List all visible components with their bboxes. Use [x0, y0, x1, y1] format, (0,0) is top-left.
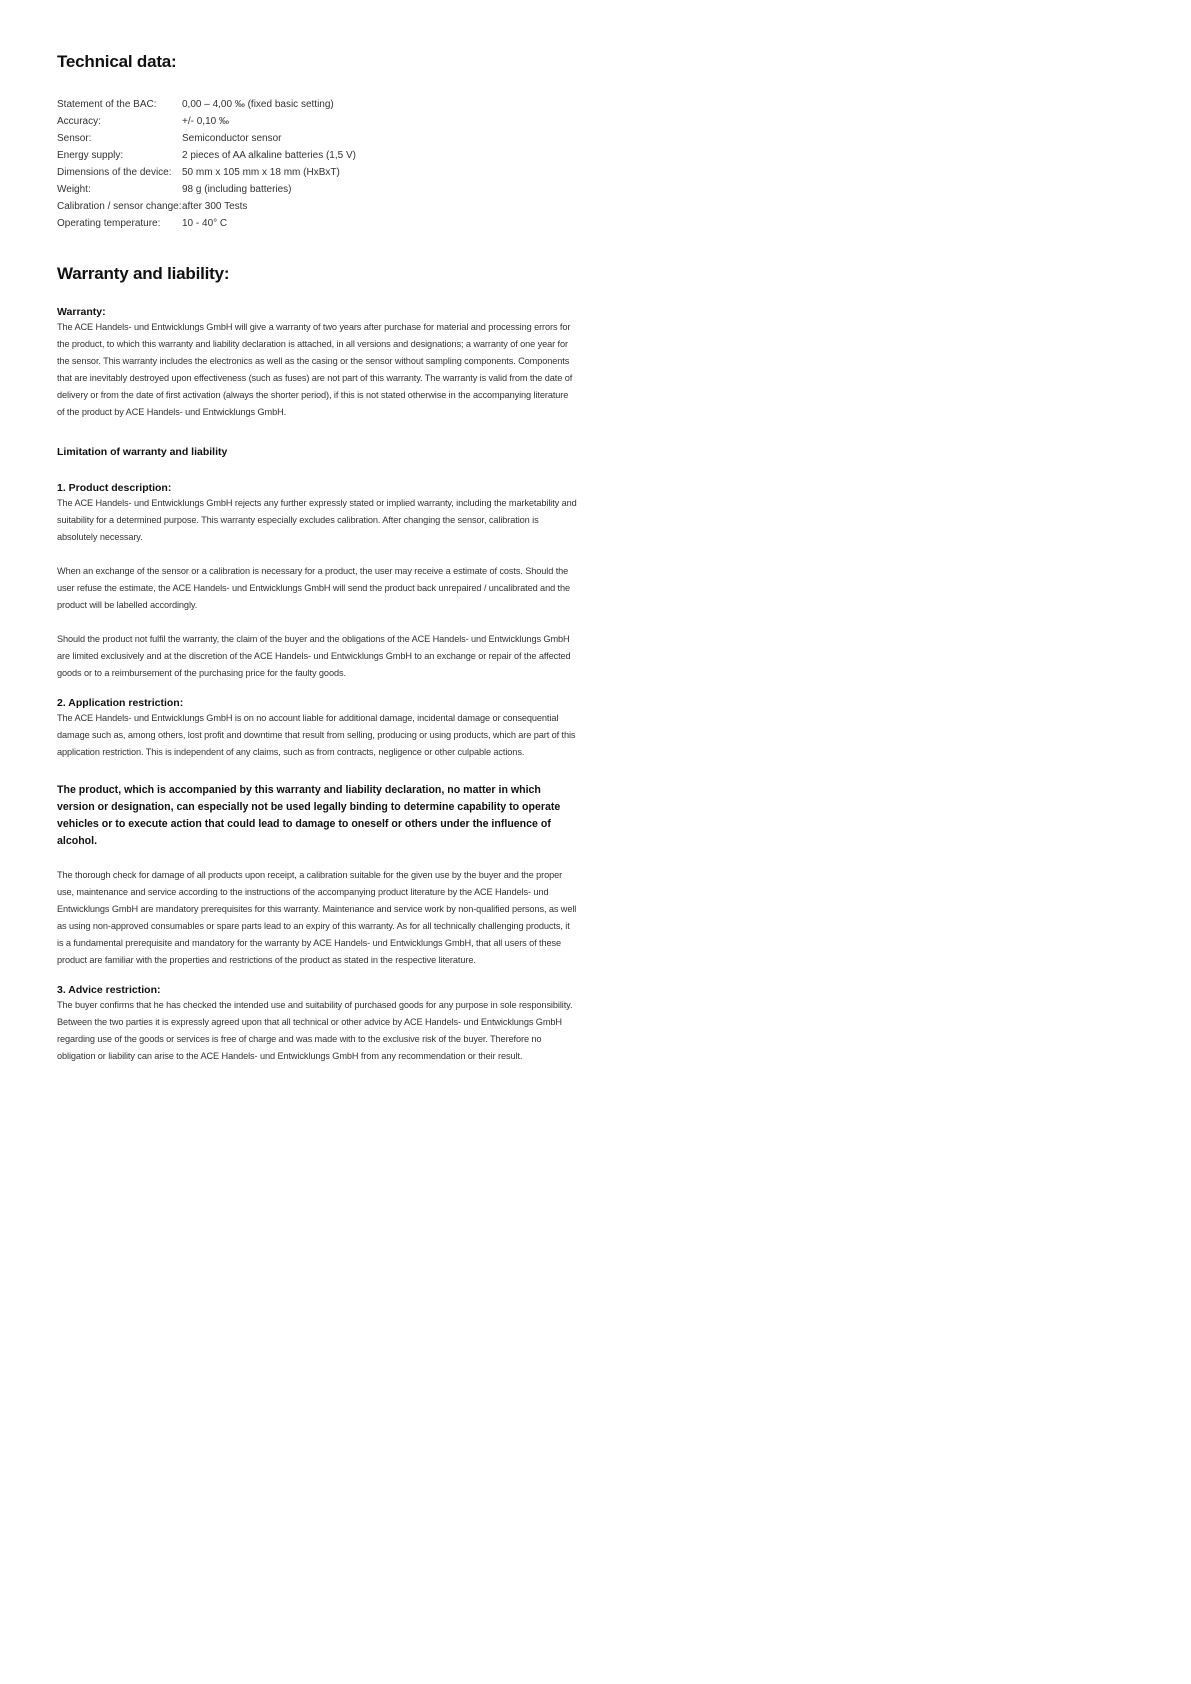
- spec-label: Energy supply:: [57, 150, 124, 161]
- document-page: [57, 52, 577, 1065]
- product-description-paragraph-2: When an exchange of the sensor or a calibration is necessary for a product, the user may receive a estimate of costs. Should the user refuse the estimate, the ACE Handels- und Entwicklungs GmbH will send the product back unrepaired / uncalibrated and the product will be labelled accordingly.: [57, 566, 571, 610]
- warranty-paragraph: The ACE Handels- und Entwicklungs GmbH will give a warranty of two years after purchase for material and processing errors for the product, to which this warranty and liability declaration is attached, in all versions and designations; a warranty of one year for the sensor. This warranty includes the electronics as well as the casing or the sensor without sampling components. Components that are inevitably destroyed upon effectiveness (such as fuses) are not part of this warranty. The warranty is valid from the date of delivery or from the date of first activation (always the shorter period), if this is not stated otherwise in the accompanying literature of the product by ACE Handels- und Entwicklungs GmbH.: [57, 322, 573, 417]
- application-restriction-paragraph-2: The thorough check for damage of all products upon receipt, a calibration suitable for the given use by the buyer and the proper use, maintenance and service according to the instructions of the accompanying product literature by the ACE Handels- und Entwicklungs GmbH are mandatory prerequisites for this warranty. Maintenance and service work by non-qualified persons, as well as using non-approved consumables or spare parts lead to an expiry of this warranty. As for all technically challenging products, it is a fundamental prerequisite and mandatory for the warranty by ACE Handels- und Entwicklungs GmbH, that all users of these product are familiar with the properties and restrictions of the product as stated in the respective literature.: [57, 870, 577, 965]
- spec-label: Sensor:: [57, 133, 92, 144]
- product-description-paragraph-3: Should the product not fulfil the warranty, the claim of the buyer and the obligations of the ACE Handels- und Entwicklungs GmbH are limited exclusively and at the discretion of the ACE Handels- und Entwicklungs GmbH to an exchange or repair of the affected goods or to a reimbursement of the purchasing price for the faulty goods.: [57, 634, 571, 678]
- product-description-paragraph-1: The ACE Handels- und Entwicklungs GmbH rejects any further expressly stated or implied warranty, including the marketability and suitability for a determined purpose. This warranty especially excludes calibration. After changing the sensor, calibration is absolutely necessary.: [57, 498, 577, 542]
- spec-value: Semiconductor sensor: [182, 133, 282, 144]
- spec-value: 50 mm x 105 mm x 18 mm (HxBxT): [182, 167, 340, 178]
- spec-row: [57, 147, 356, 164]
- product-description-section: [57, 481, 577, 682]
- advice-restriction-section: [57, 983, 577, 1065]
- advice-restriction-paragraph: The buyer confirms that he has checked the intended use and suitability of purchased goods for any purpose in sole responsibility. Between the two parties it is expressly agreed upon that all technical or other advice by ACE Handels- und Entwicklungs GmbH regarding use of the goods or services is free of charge and was made with to the exclusive risk of the buyer. Therefore no obligation or liability can arise to the ACE Handels- und Entwicklungs GmbH from any recommendation or their result.: [57, 1000, 573, 1061]
- warranty-section: [57, 305, 577, 421]
- limitation-heading: Limitation of warranty and liability: [57, 446, 228, 458]
- warranty-liability-title: Warranty and liability:: [57, 264, 230, 283]
- application-restriction-paragraph-1: The ACE Handels- und Entwicklungs GmbH is on no account liable for additional damage, incidental damage or consequential damage such as, among others, lost profit and downtime that result from selling, producing or using products, which are part of this application restriction. This is independent of any claims, such as from contracts, negligence or other culpable actions.: [57, 713, 576, 757]
- application-restriction-heading: 2. Application restriction:: [57, 697, 184, 709]
- spec-label: Accuracy:: [57, 116, 101, 127]
- spec-value: 98 g (including batteries): [182, 184, 292, 195]
- limitation-section: [57, 445, 577, 459]
- spec-value: 0,00 – 4,00 ‰ (fixed basic setting): [182, 99, 334, 110]
- spec-row: [57, 164, 356, 181]
- advice-restriction-heading: 3. Advice restriction:: [57, 984, 161, 996]
- spec-label: Calibration / sensor change:: [57, 201, 182, 212]
- spec-value: 10 - 40° C: [182, 218, 228, 229]
- spec-value: after 300 Tests: [182, 201, 248, 212]
- spec-label: Weight:: [57, 184, 91, 195]
- spec-label: Operating temperature:: [57, 218, 161, 229]
- spec-row: [57, 215, 356, 232]
- spec-row: [57, 96, 356, 113]
- spec-row: [57, 198, 356, 215]
- technical-data-table: [57, 96, 356, 232]
- spec-label: Statement of the BAC:: [57, 99, 157, 110]
- technical-data-title: Technical data:: [57, 52, 177, 71]
- warranty-heading: Warranty:: [57, 306, 106, 318]
- application-restriction-section: [57, 696, 577, 969]
- spec-row: [57, 113, 356, 130]
- spec-value: +/- 0,10 ‰: [182, 116, 229, 127]
- spec-row: [57, 181, 356, 198]
- spec-row: [57, 130, 356, 147]
- alcohol-warning-emphasis: The product, which is accompanied by this warranty and liability declaration, no matter in which version or designation, can especially not be used legally binding to determine capability to operate vehicles or to execute action that could lead to damage to oneself or others under the influence of alcohol.: [57, 784, 561, 847]
- product-description-heading: 1. Product description:: [57, 482, 172, 494]
- spec-value: 2 pieces of AA alkaline batteries (1,5 V): [182, 150, 356, 161]
- spec-label: Dimensions of the device:: [57, 167, 172, 178]
